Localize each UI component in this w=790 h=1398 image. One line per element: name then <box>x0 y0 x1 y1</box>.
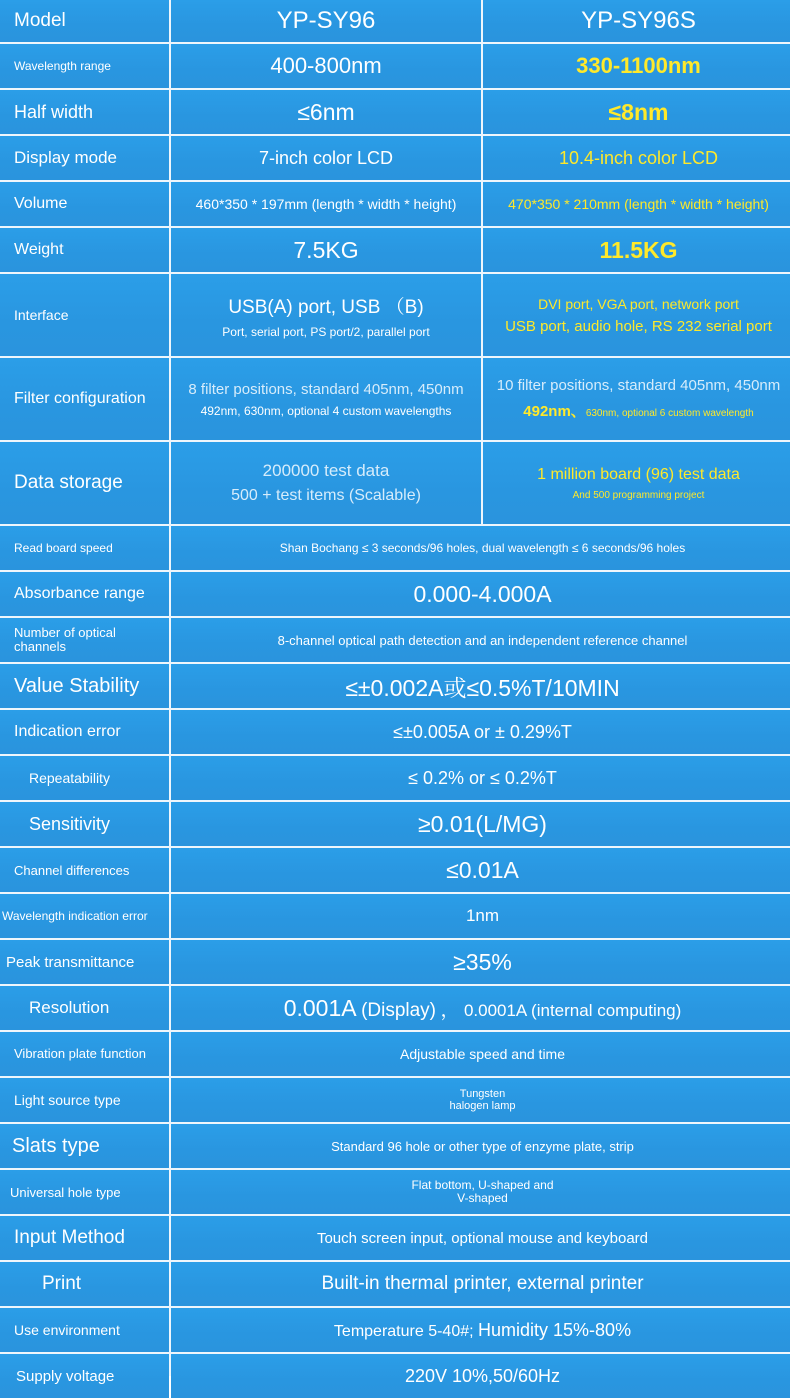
filter-b-line2-big: 492nm、 <box>523 403 586 420</box>
filter-a-line2: 492nm, 630nm, optional 4 custom wavelengths <box>200 403 452 418</box>
supply-voltage-value: 220V 10%,50/60Hz <box>171 1354 790 1398</box>
filter-b-line2 <box>523 400 753 421</box>
row-label-wavelength-range: Wavelength range <box>0 44 169 88</box>
hole-type-line1: Flat bottom, U-shaped and <box>411 1177 554 1192</box>
row-label-input-method: Input Method <box>0 1216 169 1260</box>
weight-a: 7.5KG <box>171 228 481 272</box>
header-model-label: Model <box>0 0 169 42</box>
read-board-speed-value: Shan Bochang ≤ 3 seconds/96 holes, dual wavelength ≤ 6 seconds/96 holes <box>171 526 790 570</box>
filter-b-line1: 10 filter positions, standard 405nm, 450nm <box>496 377 781 394</box>
filter-b-line2-small: 630nm, optional 6 custom wavelength <box>585 408 754 419</box>
row-label-value-stability: Value Stability <box>0 664 169 708</box>
row-label-vibration-plate: Vibration plate function <box>0 1032 169 1076</box>
slats-type-value: Standard 96 hole or other type of enzyme plate, strip <box>171 1124 790 1168</box>
row-label-interface: Interface <box>0 274 169 356</box>
indication-error-value: ≤±0.005A or ± 0.29%T <box>171 710 790 754</box>
row-label-absorbance-range: Absorbance range <box>0 572 169 616</box>
sensitivity-value: ≥0.01(L/MG) <box>171 802 790 846</box>
row-label-data-storage: Data storage <box>0 442 169 524</box>
resolution-value-line <box>284 995 682 1022</box>
header-model-yp-sy96s: YP-SY96S <box>483 0 790 42</box>
row-label-light-source: Light source type <box>0 1078 169 1122</box>
row-label-read-board-speed: Read board speed <box>0 526 169 570</box>
resolution-internal-value: 0.0001A (internal computing) <box>463 1000 682 1020</box>
filter-a <box>171 358 481 440</box>
row-label-wavelength-indication-error: Wavelength indication error <box>0 894 169 938</box>
wavelength-indication-error-value: 1nm <box>171 894 790 938</box>
absorbance-range-value: 0.000-4.000A <box>171 572 790 616</box>
resolution-display-note: (Display) <box>361 999 437 1021</box>
storage-b <box>483 442 790 524</box>
row-label-print: Print <box>0 1262 169 1306</box>
interface-a-line1: USB(A) port, USB （B) <box>228 296 424 318</box>
display-mode-a: 7-inch color LCD <box>171 136 481 180</box>
weight-b: 11.5KG <box>483 228 790 272</box>
row-label-sensitivity: Sensitivity <box>0 802 169 846</box>
display-mode-b: 10.4-inch color LCD <box>483 136 790 180</box>
interface-b-line1: DVI port, VGA port, network port <box>538 295 739 312</box>
storage-a-line1: 200000 test data <box>262 461 390 480</box>
row-label-filter-configuration: Filter configuration <box>0 358 169 440</box>
repeatability-value: ≤ 0.2% or ≤ 0.2%T <box>171 756 790 800</box>
vibration-plate-value: Adjustable speed and time <box>171 1032 790 1076</box>
resolution-separator: ， <box>440 999 460 1021</box>
half-width-a: ≤6nm <box>171 90 481 134</box>
row-label-slats-type: Slats type <box>0 1124 169 1168</box>
light-source-line2: halogen lamp <box>449 1100 516 1112</box>
input-method-value: Touch screen input, optional mouse and keyboard <box>171 1216 790 1260</box>
peak-transmittance-value: ≥35% <box>171 940 790 984</box>
use-environment-line <box>334 1320 631 1341</box>
light-source-value <box>171 1078 790 1122</box>
row-label-peak-transmittance: Peak transmittance <box>0 940 169 984</box>
storage-a <box>171 442 481 524</box>
volume-a: 460*350 * 197mm (length * width * height) <box>171 182 481 226</box>
half-width-b: ≤8nm <box>483 90 790 134</box>
print-value: Built-in thermal printer, external printer <box>171 1262 790 1306</box>
hole-type-line2: V-shaped <box>457 1191 508 1205</box>
filter-b <box>483 358 790 440</box>
resolution-value <box>171 986 790 1030</box>
optical-channels-value: 8-channel optical path detection and an independent reference channel <box>171 618 790 662</box>
resolution-display-value: 0.001A <box>283 994 357 1021</box>
row-label-volume: Volume <box>0 182 169 226</box>
row-label-repeatability: Repeatability <box>0 756 169 800</box>
wavelength-range-b: 330-1100nm <box>483 44 790 88</box>
row-label-optical-channels: Number of optical channels <box>0 618 169 662</box>
row-label-resolution: Resolution <box>0 986 169 1030</box>
storage-a-line2: 500 + test items (Scalable) <box>231 487 421 504</box>
wavelength-range-a: 400-800nm <box>171 44 481 88</box>
filter-a-line1: 8 filter positions, standard 405nm, 450nm <box>188 380 464 398</box>
hole-type-value <box>171 1170 790 1214</box>
channel-differences-value: ≤0.01A <box>171 848 790 892</box>
row-label-half-width: Half width <box>0 90 169 134</box>
storage-b-line1: 1 million board (96) test data <box>537 465 740 483</box>
use-environment-value <box>171 1308 790 1352</box>
row-label-channel-differences: Channel differences <box>0 848 169 892</box>
interface-a-line2: Port, serial port, PS port/2, parallel port <box>222 324 430 339</box>
volume-b: 470*350 * 210mm (length * width * height) <box>483 182 790 226</box>
header-model-yp-sy96: YP-SY96 <box>171 0 481 42</box>
interface-b-line2: USB port, audio hole, RS 232 serial port <box>505 317 772 335</box>
value-stability-value: ≤±0.002A或≤0.5%T/10MIN <box>171 664 790 708</box>
row-label-weight: Weight <box>0 228 169 272</box>
interface-b <box>483 274 790 356</box>
row-label-hole-type: Universal hole type <box>0 1170 169 1214</box>
row-label-supply-voltage: Supply voltage <box>0 1354 169 1398</box>
interface-a <box>171 274 481 356</box>
light-source-line1: Tungsten <box>459 1087 506 1100</box>
row-label-indication-error: Indication error <box>0 710 169 754</box>
row-label-use-environment: Use environment <box>0 1308 169 1352</box>
use-environment-humidity: Humidity 15%-80% <box>478 1319 632 1340</box>
row-label-display-mode: Display mode <box>0 136 169 180</box>
use-environment-temperature: Temperature 5-40#; <box>333 1322 474 1340</box>
storage-b-line2: And 500 programming project <box>572 489 705 501</box>
